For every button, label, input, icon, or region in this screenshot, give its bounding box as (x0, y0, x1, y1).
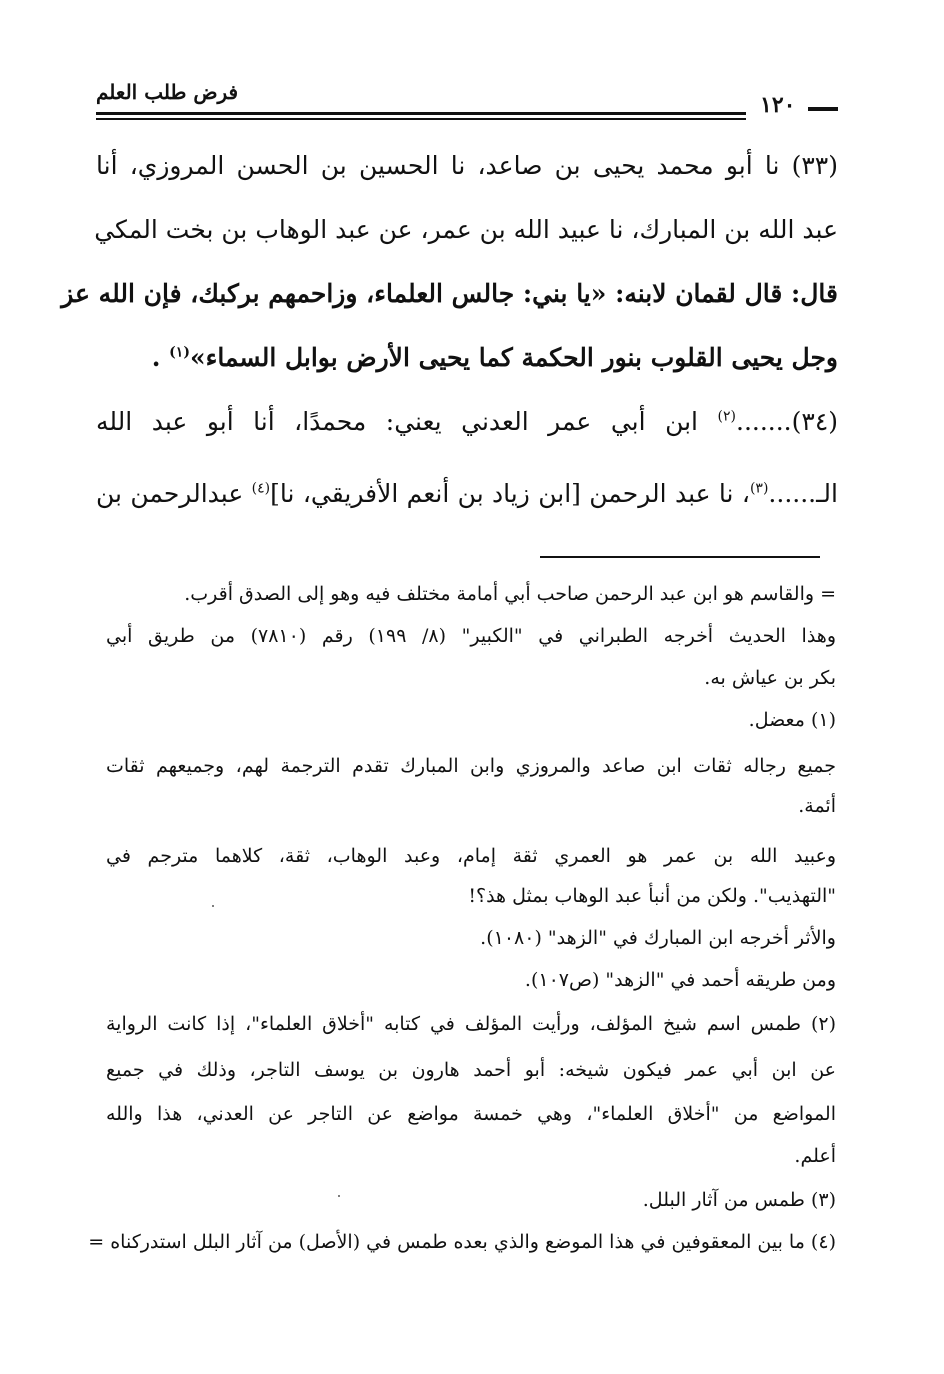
scan-speck (212, 905, 214, 907)
footnote-line-8: "التهذيب". ولكن من أنبأ عبد الوهاب بمثل هذ؟! (468, 885, 836, 907)
footnote-marker-1: (١) (169, 344, 190, 361)
page-number: ١٢٠ (760, 92, 796, 118)
body-line-5 (96, 406, 838, 438)
page-number-dash (808, 107, 838, 111)
footnote-line-13: المواضع من "أخلاق العلماء"، وهي خمسة مواضع عن التاجر عن العدني، هذا والله (106, 1103, 836, 1125)
footnote-marker-3: (٣) (749, 480, 769, 497)
body-line-6 (96, 478, 838, 510)
footnote-line-7: وعبيد الله بن عمر هو العمري ثقة إمام، وعبد الوهاب، ثقة، كلاهما مترجم في (106, 845, 836, 867)
scan-speck (338, 1195, 340, 1197)
body-line-5-text: ابن أبي عمر العدني يعني: محمدًا، أنا أبو عبد الله (96, 407, 699, 436)
footnote-line-16: (٤) ما بين المعقوفين في هذا الموضع والذي بعده طمس في (الأصل) من آثار البلل استدركناه = (88, 1231, 836, 1253)
footnote-line-5: جميع رجاله ثقات ابن صاعد والمروزي وابن المبارك تقدم الترجمة لهم، وجميعهم ثقات (106, 755, 836, 777)
body-line-6-end: عبدالرحمن بن (96, 479, 244, 508)
footnote-line-11: (٢) طمس اسم شيخ المؤلف، ورأيت المؤلف في كتابه "أخلاق العلماء"، إذا كانت الرواية (106, 1013, 836, 1035)
footnote-line-2: وهذا الحديث أخرجه الطبراني في "الكبير" (٨/ ١٩٩) رقم (٧٨١٠) من طريق أبي (106, 625, 836, 647)
footnote-separator (540, 556, 820, 558)
body-line-6-start: الـ...... (768, 479, 838, 508)
footnote-marker-4: (٤) (251, 480, 271, 497)
footnote-line-6: أئمة. (798, 795, 836, 817)
quote-text: وجل يحيى القلوب بنور الحكمة كما يحيى الأرض بوابل السماء» (189, 343, 838, 372)
body-line-6-mid: ، نا عبد الرحمن [ابن زياد بن أنعم الأفريقي، نا] (270, 479, 750, 508)
footnote-line-10: ومن طريقه أحمد في "الزهد" (ص١٠٧). (524, 969, 836, 991)
footnote-line-12: عن ابن أبي عمر فيكون شيخه: أبو أحمد هارون بن يوسف التاجر، وذلك في جميع (106, 1059, 836, 1081)
running-head-title: فرض طلب العلم (96, 80, 239, 104)
footnote-marker-2: (٢) (717, 408, 736, 425)
header-rule (96, 112, 746, 115)
footnote-line-14: أعلم. (794, 1145, 836, 1167)
body-line-3: قال: قال لقمان لابنه: «يا بني: جالس العلماء، وزاحمهم بركبك، فإن الله عز (61, 279, 838, 308)
footnote-line-15: (٣) طمس من آثار البلل. (642, 1189, 836, 1211)
footnote-line-4: (١) معضل. (748, 709, 836, 731)
body-line-4 (96, 342, 838, 374)
footnote-line-1: = والقاسم هو ابن عبد الرحمن صاحب أبي أمامة مختلف فيه وهو إلى الصدق أقرب. (184, 583, 836, 605)
body-line-1: (٣٣) نا أبو محمد يحيى بن صاعد، نا الحسين بن الحسن المروزي، أنا (96, 151, 838, 180)
body-line-2: عبد الله بن المبارك، نا عبيد الله بن عمر، عن عبد الوهاب بن بخت المكي (94, 215, 838, 244)
footnote-line-9: والأثر أخرجه ابن المبارك في "الزهد" (١٠٨٠). (480, 927, 836, 949)
line-end-dot: . (151, 343, 161, 372)
footnote-line-3: بكر بن عياش به. (704, 667, 836, 689)
header-rule-secondary (96, 118, 746, 120)
hadith-number-34: (٣٤)....... (736, 407, 839, 436)
